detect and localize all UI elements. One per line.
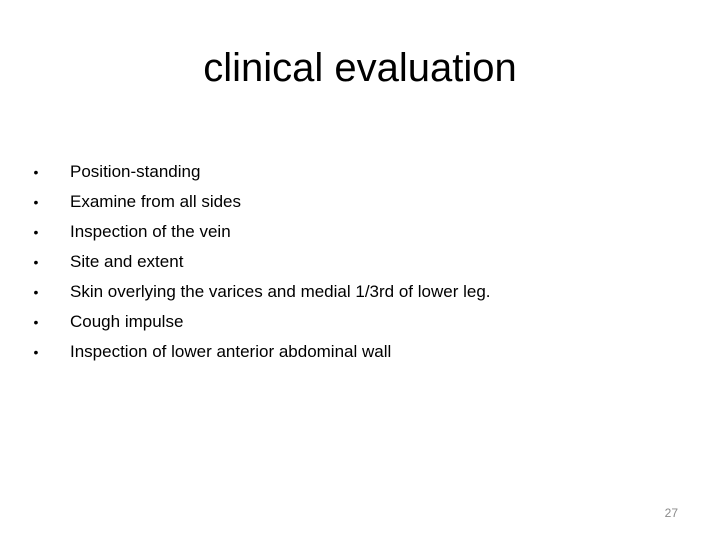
bullet-item — [30, 247, 690, 277]
bullet-text: Cough impulse — [70, 312, 184, 331]
bullet-item — [30, 157, 690, 187]
bullet-text: Inspection of the vein — [70, 222, 231, 241]
bullet-icon: • — [33, 284, 39, 300]
bullet-text: Examine from all sides — [70, 192, 242, 211]
bullet-text: Skin overlying the varices and medial 1/3rd of lower leg. — [70, 282, 491, 301]
bullet-list — [30, 157, 690, 367]
bullet-text: Position-standing — [70, 162, 201, 181]
bullet-icon: • — [33, 164, 39, 180]
bullet-item — [30, 187, 690, 217]
bullet-icon: • — [33, 224, 39, 240]
bullet-item — [30, 337, 690, 367]
bullet-icon: • — [33, 314, 39, 330]
page-number: 27 — [664, 506, 678, 520]
bullet-icon: • — [33, 254, 39, 270]
bullet-item — [30, 277, 690, 307]
bullet-text: Inspection of lower anterior abdominal wall — [70, 342, 392, 361]
bullet-item — [30, 217, 690, 247]
bullet-item — [30, 307, 690, 337]
bullet-icon: • — [33, 194, 39, 210]
slide-title: clinical evaluation — [203, 46, 517, 90]
bullet-icon: • — [33, 344, 39, 360]
bullet-text: Site and extent — [70, 252, 184, 271]
